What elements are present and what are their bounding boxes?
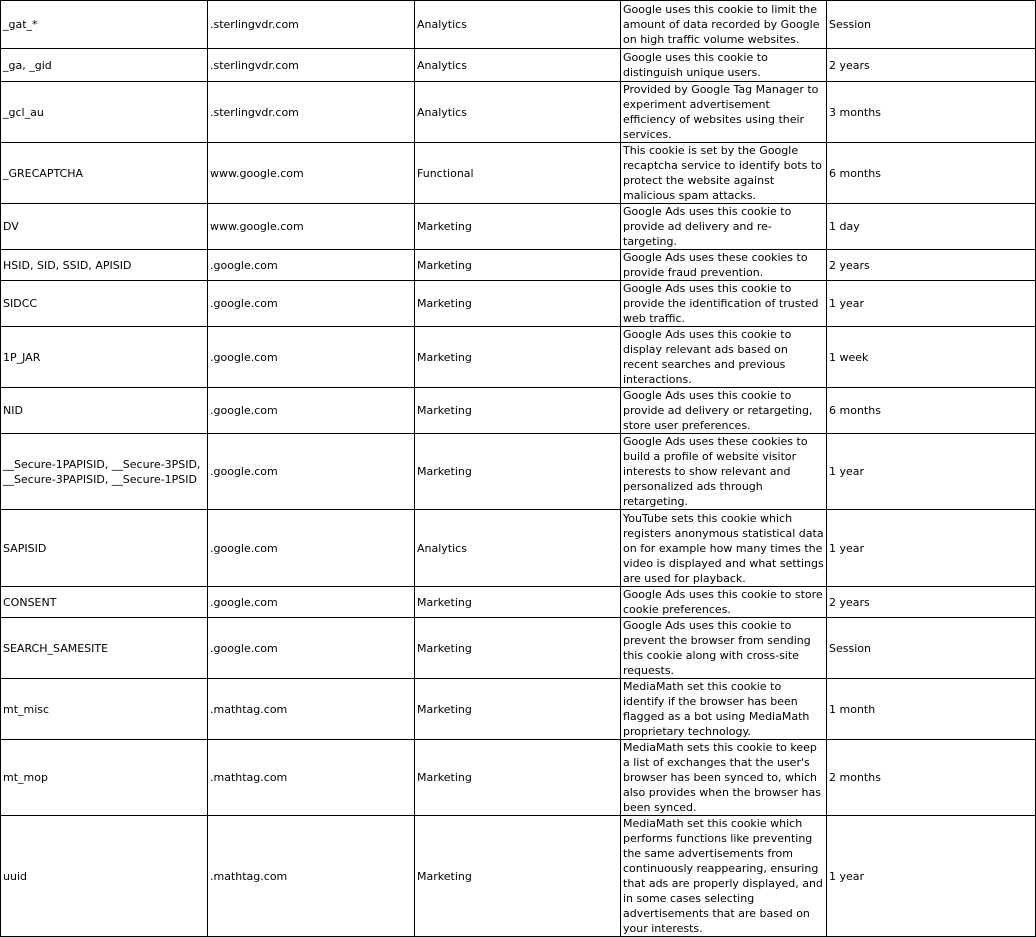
table-row (1, 816, 1036, 937)
cookie-expiry: Session (827, 1, 1036, 49)
cookie-description: Google Ads uses these cookies to provide fraud prevention. (621, 250, 827, 281)
cookie-domain: .sterlingvdr.com (208, 82, 415, 143)
cookie-domain: .google.com (208, 618, 415, 679)
table-row (1, 618, 1036, 679)
cookie-domain: .google.com (208, 434, 415, 510)
cookie-expiry: 2 years (827, 49, 1036, 82)
cookie-name: 1P_JAR (1, 327, 208, 388)
cookie-domain: .mathtag.com (208, 740, 415, 816)
cookie-description: This cookie is set by the Google recaptcha service to identify bots to protect the website against malicious spam attacks. (621, 143, 827, 204)
cookie-description: Google Ads uses this cookie to provide ad delivery and re-targeting. (621, 204, 827, 250)
cookie-category: Marketing (415, 740, 621, 816)
cookie-domain: .google.com (208, 388, 415, 434)
cookie-name: SEARCH_SAMESITE (1, 618, 208, 679)
cookie-description: Google Ads uses this cookie to provide the identification of trusted web traffic. (621, 281, 827, 327)
cookie-expiry: 1 year (827, 281, 1036, 327)
cookie-description: YouTube sets this cookie which registers anonymous statistical data on for example how many times the video is displayed and what settings are used for playback. (621, 510, 827, 587)
cookie-expiry: 1 year (827, 434, 1036, 510)
table-row (1, 740, 1036, 816)
table-row (1, 281, 1036, 327)
table-row (1, 49, 1036, 82)
cookie-domain: .sterlingvdr.com (208, 1, 415, 49)
cookie-description: Google Ads uses this cookie to display relevant ads based on recent searches and previous interactions. (621, 327, 827, 388)
cookie-description: Google Ads uses this cookie to provide ad delivery or retargeting, store user preferences. (621, 388, 827, 434)
cookie-domain: www.google.com (208, 143, 415, 204)
table-row (1, 327, 1036, 388)
cookie-name: _gcl_au (1, 82, 208, 143)
table-row (1, 204, 1036, 250)
cookie-category: Marketing (415, 204, 621, 250)
cookie-expiry: 6 months (827, 143, 1036, 204)
cookie-expiry: 1 year (827, 816, 1036, 937)
cookie-category: Marketing (415, 816, 621, 937)
cookie-category: Marketing (415, 618, 621, 679)
cookie-name: NID (1, 388, 208, 434)
cookie-expiry: 2 years (827, 587, 1036, 618)
cookie-name: CONSENT (1, 587, 208, 618)
table-row (1, 1, 1036, 49)
cookie-category: Marketing (415, 388, 621, 434)
cookie-name: uuid (1, 816, 208, 937)
table-row (1, 510, 1036, 587)
cookie-name: _ga, _gid (1, 49, 208, 82)
cookie-name: SIDCC (1, 281, 208, 327)
cookie-category: Marketing (415, 434, 621, 510)
cookie-category: Marketing (415, 587, 621, 618)
cookie-expiry: 1 month (827, 679, 1036, 740)
cookie-description: Google Ads uses this cookie to prevent the browser from sending this cookie along with cross-site requests. (621, 618, 827, 679)
cookie-domain: www.google.com (208, 204, 415, 250)
cookie-description: Google Ads uses these cookies to build a profile of website visitor interests to show relevant and personalized ads through retargeting. (621, 434, 827, 510)
cookie-expiry: 2 months (827, 740, 1036, 816)
cookie-domain: .mathtag.com (208, 679, 415, 740)
cookie-expiry: 1 day (827, 204, 1036, 250)
cookie-domain: .google.com (208, 281, 415, 327)
cookie-description: MediaMath sets this cookie to keep a list of exchanges that the user's browser has been synced to, which also provides when the browser has been synced. (621, 740, 827, 816)
cookie-domain: .google.com (208, 327, 415, 388)
cookie-name: __Secure-1PAPISID, __Secure-3PSID, __Secure-3PAPISID, __Secure-1PSID (1, 434, 208, 510)
cookie-category: Marketing (415, 679, 621, 740)
table-row (1, 82, 1036, 143)
cookie-domain: .google.com (208, 587, 415, 618)
cookie-name: _gat_* (1, 1, 208, 49)
cookie-category: Analytics (415, 510, 621, 587)
table-row (1, 587, 1036, 618)
cookie-name: mt_mop (1, 740, 208, 816)
cookie-category: Marketing (415, 250, 621, 281)
table-row (1, 434, 1036, 510)
cookie-expiry: 2 years (827, 250, 1036, 281)
cookie-name: mt_misc (1, 679, 208, 740)
cookie-domain: .google.com (208, 510, 415, 587)
table-row (1, 388, 1036, 434)
cookie-expiry: 1 week (827, 327, 1036, 388)
cookie-domain: .sterlingvdr.com (208, 49, 415, 82)
cookie-category: Analytics (415, 49, 621, 82)
cookie-description: Provided by Google Tag Manager to experiment advertisement efficiency of websites using their services. (621, 82, 827, 143)
cookie-description: MediaMath set this cookie to identify if the browser has been flagged as a bot using MediaMath proprietary technology. (621, 679, 827, 740)
table-row (1, 250, 1036, 281)
cookie-domain: .mathtag.com (208, 816, 415, 937)
cookie-category: Analytics (415, 1, 621, 49)
cookie-expiry: Session (827, 618, 1036, 679)
cookie-name: SAPISID (1, 510, 208, 587)
cookie-description: Google uses this cookie to limit the amount of data recorded by Google on high traffic volume websites. (621, 1, 827, 49)
cookie-domain: .google.com (208, 250, 415, 281)
cookie-category: Marketing (415, 281, 621, 327)
cookie-name: HSID, SID, SSID, APISID (1, 250, 208, 281)
cookie-description: Google uses this cookie to distinguish unique users. (621, 49, 827, 82)
cookie-expiry: 1 year (827, 510, 1036, 587)
cookie-name: DV (1, 204, 208, 250)
cookie-description: MediaMath set this cookie which performs functions like preventing the same advertisements from continuously reappearing, ensuring that ads are properly displayed, and in some cases selecting advertisements that are based on your interests. (621, 816, 827, 937)
cookie-expiry: 3 months (827, 82, 1036, 143)
table-row (1, 679, 1036, 740)
cookie-category: Marketing (415, 327, 621, 388)
cookie-name: _GRECAPTCHA (1, 143, 208, 204)
cookie-description: Google Ads uses this cookie to store cookie preferences. (621, 587, 827, 618)
cookie-expiry: 6 months (827, 388, 1036, 434)
cookie-category: Analytics (415, 82, 621, 143)
table-row (1, 143, 1036, 204)
cookie-category: Functional (415, 143, 621, 204)
